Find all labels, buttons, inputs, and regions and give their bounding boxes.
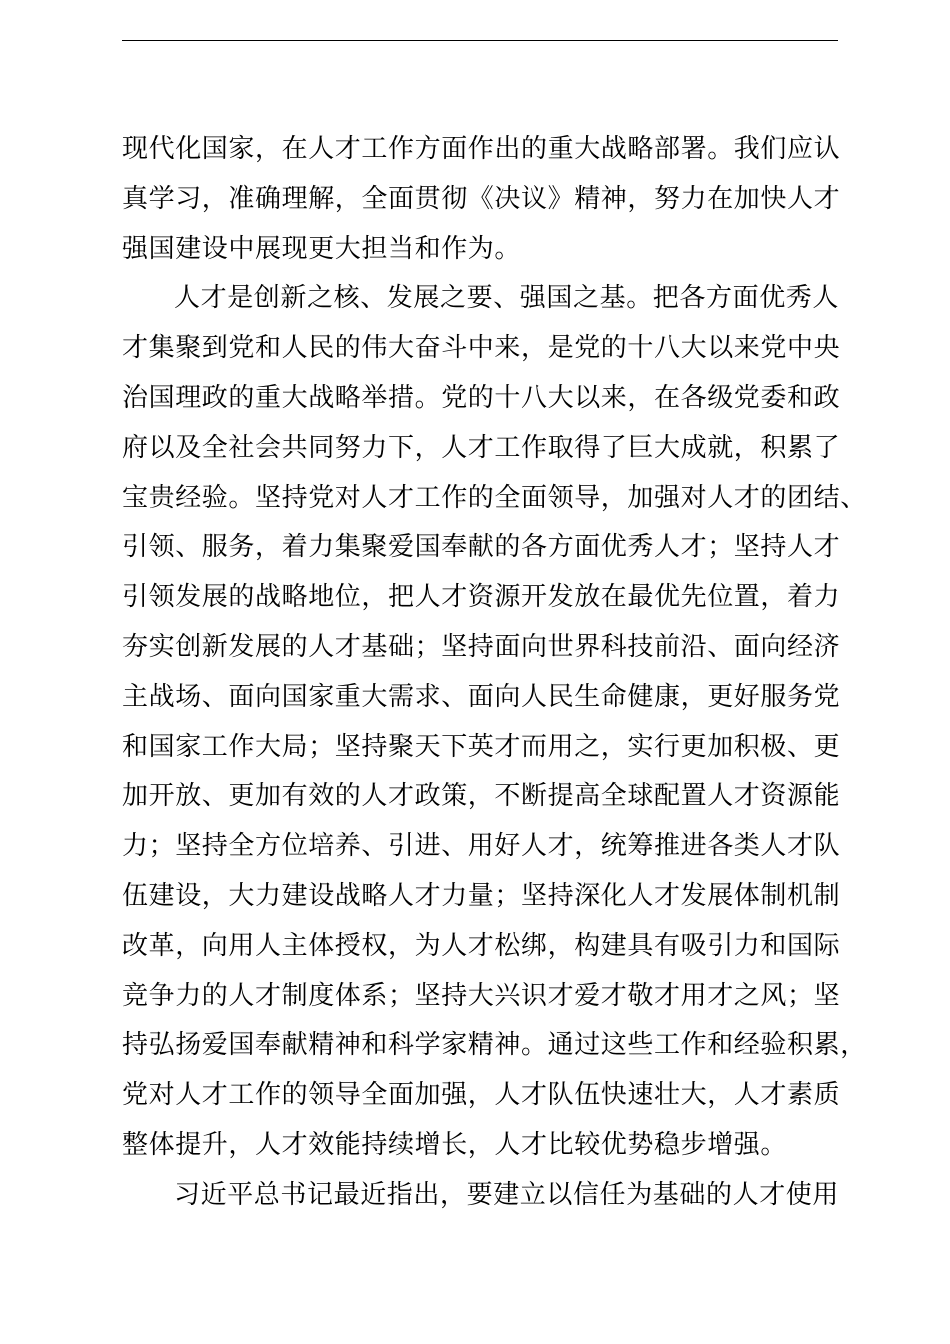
text-line: 党对人才工作的领导全面加强，人才队伍快速壮大，人才素质	[122, 1080, 841, 1111]
text-line: 持弘扬爱国奉献精神和科学家精神。通过这些工作和经验积累，	[122, 1030, 867, 1061]
text-line: 强国建设中展现更大担当和作为。	[122, 233, 522, 264]
text-line: 宝贵经验。坚持党对人才工作的全面领导，加强对人才的团结、	[122, 482, 867, 513]
text-line: 和国家工作大局；坚持聚天下英才而用之，实行更加积极、更	[122, 731, 841, 762]
paragraph-start-line: 习近平总书记最近指出，要建立以信任为基础的人才使用	[174, 1179, 840, 1210]
text-line: 才集聚到党和人民的伟大奋斗中来，是党的十八大以来党中央	[122, 333, 841, 364]
text-line: 现代化国家，在人才工作方面作出的重大战略部署。我们应认	[122, 134, 841, 164]
text-line: 引领发展的战略地位，把人才资源开发放在最优先位置，着力	[122, 582, 841, 613]
text-line: 改革，向用人主体授权，为人才松绑，构建具有吸引力和国际	[122, 930, 841, 961]
document-body	[122, 125, 867, 1221]
text-line: 竞争力的人才制度体系；坚持大兴识才爱才敬才用才之风；坚	[122, 980, 841, 1011]
text-line: 力；坚持全方位培养、引进、用好人才，统筹推进各类人才队	[122, 831, 841, 862]
text-line: 治国理政的重大战略举措。党的十八大以来，在各级党委和政	[122, 382, 841, 413]
text-line: 真学习，准确理解，全面贯彻《决议》精神，努力在加快人才	[122, 183, 841, 214]
text-line: 府以及全社会共同努力下，人才工作取得了巨大成就，积累了	[122, 432, 841, 463]
text-line: 伍建设，大力建设战略人才力量；坚持深化人才发展体制机制	[122, 880, 841, 911]
text-line: 引领、服务，着力集聚爱国奉献的各方面优秀人才；坚持人才	[122, 532, 841, 563]
text-line: 主战场、面向国家重大需求、面向人民生命健康，更好服务党	[122, 681, 841, 712]
paragraph-start-line: 人才是创新之核、发展之要、强国之基。把各方面优秀人	[174, 283, 840, 314]
text-line: 加开放、更加有效的人才政策，不断提高全球配置人才资源能	[122, 781, 841, 812]
text-line: 整体提升，人才效能持续增长，人才比较优势稳步增强。	[122, 1129, 788, 1160]
header-divider	[122, 40, 838, 41]
text-line: 夯实创新发展的人才基础；坚持面向世界科技前沿、面向经济	[122, 631, 841, 662]
